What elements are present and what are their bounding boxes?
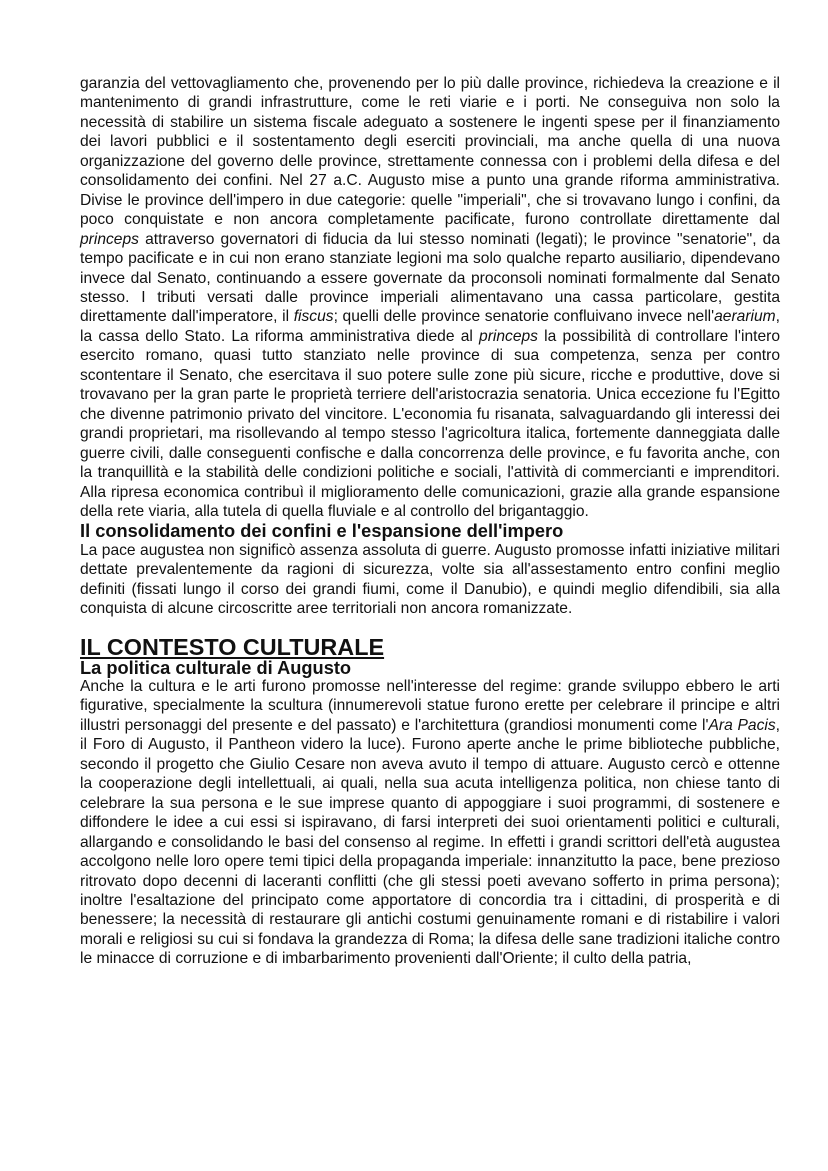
- paragraph-augustan-peace: La pace augustea non significò assenza assoluta di guerre. Augusto promosse infatti iniziative militari dettate prevalentemente da ragioni di sicurezza, volte sia all'assestamento entro confini meglio definiti (fissati lungo il corso dei grandi fiumi, come il Danubio), e quindi meglio difendibili, sia alla conquista di alcune circoscritte aree territoriali non ancora romanizzate.: [80, 541, 780, 618]
- italic-term: aerarium: [714, 308, 776, 326]
- subheading-borders: Il consolidamento dei confini e l'espansione dell'impero: [80, 520, 564, 542]
- italic-term: princeps: [479, 327, 538, 345]
- subheading-cultural-policy: La politica culturale di Augusto: [80, 656, 352, 678]
- italic-term: princeps: [80, 230, 139, 248]
- section-title: IL CONTESTO CULTURALE: [80, 634, 385, 661]
- italic-term: fiscus: [293, 308, 334, 326]
- paragraph-administrative-reform: garanzia del vettovagliamento che, provenendo per lo più dalle province, richiedeva la creazione e il mantenimento di grandi infrastrutture, come le reti viarie e i porti. Ne conseguiva non solo la necessità di stabilire un sistema fiscale adeguato a sostenere le ingenti spese per il finanziamento dei lavori pubblici e il sostentamento degli eserciti provinciali, ma anche quella di una nuova organizzazione del governo delle province, strettamente connessa con i problemi della difesa e del consolidamento dei confini. Nel 27 a.C. Augusto mise a punto una grande riforma amministrativa. Divise le province dell'impero in due categorie: quelle "imperiali", che si trovavano lungo i confini, da poco conquistate e non ancora completamente pacificate, furono controllate direttamente dal princeps attraverso governatori di fiducia da lui stesso nominati (legati); le province "senatorie", da tempo pacificate e in cui non erano stanziate legioni ma solo qualche reparto ausiliario, dipendevano invece dal Senato, continuando a essere governate da proconsoli nominati formalmente dal Senato stesso. I tributi versati dalle province imperiali alimentavano una cassa particolare, gestita direttamente dall'imperatore, il fiscus; quelli delle province senatorie confluivano invece nell'aerarium, la cassa dello Stato. La riforma amministrativa diede al princeps la possibilità di controllare l'intero esercito romano, quasi tutto stanziato nelle province di sua competenza, senza per contro scontentare il Senato, che esercitava il suo potere sulle zone più sicure, ricche e produttive, dove si trovavano per la gran parte le proprietà terriere dell'aristocrazia senatoria. Unica eccezione fu l'Egitto che divenne patrimonio privato del vincitore. L'economia fu risanata, salvaguardando gli interessi dei grandi proprietari, ma risollevando al tempo stesso l'agricoltura italica, fortemente danneggiata dalle guerre civili, dalle conseguenti confische e dalla concorrenza delle province, e fu favorita anche, con la tranquillità e la stabilità delle condizioni politiche e sociali, l'attività di commercianti e imprenditori. Alla ripresa economica contribuì il miglioramento delle comunicazioni, grazie alla grande espansione della rete viaria, alla tutela di quella fluviale e al controllo del brigantaggio.: [80, 75, 780, 520]
- paragraph-cultural-policy: Anche la cultura e le arti furono promosse nell'interesse del regime: grande sviluppo ebbero le arti figurative, specialmente la scultura (innumerevoli statue furono erette per celebrare il principe e altri illustri personaggi del presente e del passato) e l'architettura (grandiosi monumenti come l'Ara Pacis, il Foro di Augusto, il Pantheon videro la luce). Furono aperte anche le prime biblioteche pubbliche, secondo il progetto che Giulio Cesare non aveva avuto il tempo di attuare. Augusto cercò e ottenne la cooperazione degli intellettuali, ai quali, nella sua acuta intelligenza politica, non chiese tanto di celebrare la sua persona e le sue imprese quanto di appoggiare i suoi programmi, di sostenere e diffondere le idee a cui essi si ispiravano, di farsi interpreti dei suoi orientamenti politici e culturali, allargando e consolidando le basi del consenso al regime. In effetti i grandi scrittori dell'età augustea accolgono nelle loro opere temi tipici della propaganda imperiale: innanzitutto la pace, bene prezioso ritrovato dopo decenni di laceranti conflitti (che gli stessi poeti avevano sofferto in prima persona); inoltre l'esaltazione del principato come apportatore di concordia tra i cittadini, di prosperità e di benessere; la necessità di restaurare gli antichi costumi genuinamente romani e di ristabilire i valori morali e religiosi su cui si fondava la grandezza di Roma; la difesa delle sane tradizioni italiche contro le minacce di corruzione e di imbarbarimento provenienti dall'Oriente; il culto della patria,: [80, 677, 780, 968]
- italic-term: Ara Pacis: [708, 716, 776, 734]
